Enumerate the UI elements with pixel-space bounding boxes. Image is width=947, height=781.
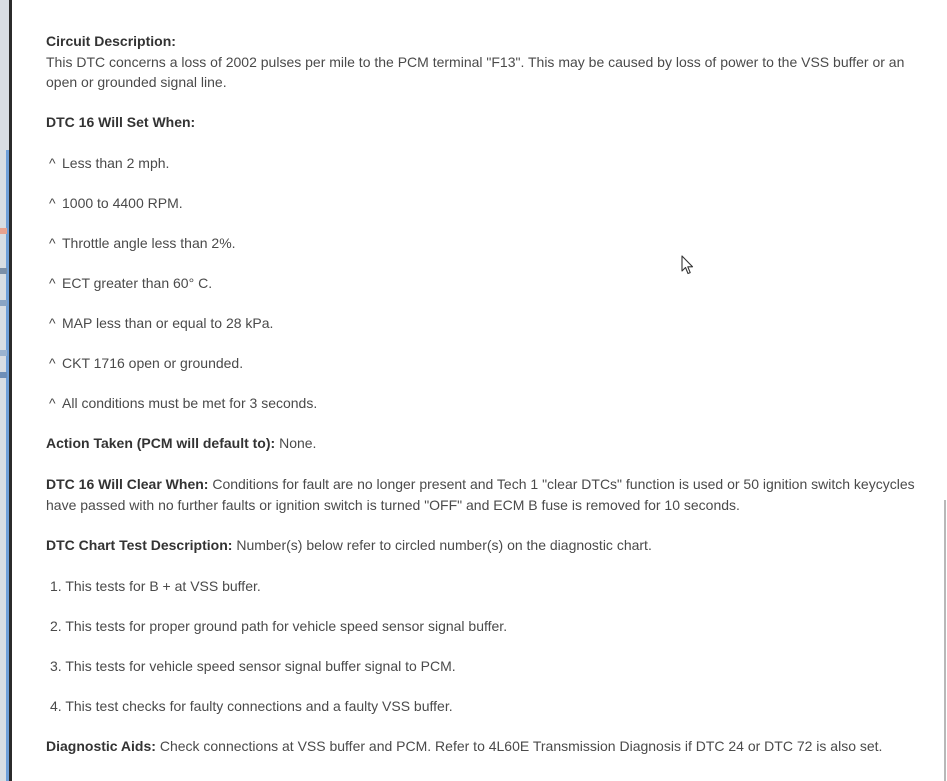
- will-set-heading-row: [46, 112, 926, 133]
- list-item: ^ CKT 1716 open or grounded.: [46, 353, 243, 373]
- will-set-heading: DTC 16 Will Set When:: [46, 114, 196, 130]
- caret-bullet-icon: ^: [49, 275, 56, 291]
- will-clear-heading: DTC 16 Will Clear When:: [46, 476, 209, 492]
- list-item: ^ MAP less than or equal to 28 kPa.: [46, 313, 273, 333]
- will-clear-section: [46, 474, 926, 515]
- caret-bullet-icon: ^: [49, 315, 56, 331]
- left-window-edge: [0, 0, 9, 781]
- list-item: 4. This test checks for faulty connections and a faulty VSS buffer.: [50, 698, 453, 714]
- list-item: ^ 1000 to 4400 RPM.: [46, 193, 183, 213]
- list-item: ^ All conditions must be met for 3 seconds.: [46, 393, 317, 413]
- window-border: [9, 0, 12, 781]
- list-item: 2. This tests for proper ground path for vehicle speed sensor signal buffer.: [50, 618, 508, 634]
- action-taken-heading: Action Taken (PCM will default to):: [46, 435, 276, 451]
- caret-bullet-icon: ^: [49, 235, 56, 251]
- caret-bullet-icon: ^: [49, 155, 56, 171]
- caret-bullet-icon: ^: [49, 195, 56, 211]
- circuit-description-heading: Circuit Description:: [46, 33, 176, 49]
- diagnostic-aids-heading: Diagnostic Aids:: [46, 738, 156, 754]
- circuit-description-text: This DTC concerns a loss of 2002 pulses per mile to the PCM terminal "F13". This may be caused by loss of power to the VSS buffer or an open or grounded signal line.: [46, 53, 905, 90]
- chart-test-section: [46, 535, 926, 556]
- list-item: 3. This tests for vehicle speed sensor signal buffer signal to PCM.: [50, 658, 456, 674]
- diagnostic-aids-text: Check connections at VSS buffer and PCM. Refer to 4L60E Transmission Diagnosis if DTC 24 or DTC 72 is also set.: [155, 738, 883, 754]
- list-item: ^ ECT greater than 60° C.: [46, 273, 212, 293]
- circuit-description-section: [46, 31, 926, 93]
- caret-bullet-icon: ^: [49, 395, 56, 411]
- list-item: ^ Less than 2 mph.: [46, 153, 169, 173]
- chart-test-text: Number(s) below refer to circled number(s) on the diagnostic chart.: [232, 537, 652, 553]
- mouse-pointer-icon: [681, 255, 695, 275]
- caret-bullet-icon: ^: [49, 355, 56, 371]
- chart-test-heading: DTC Chart Test Description:: [46, 537, 233, 553]
- list-item: 1. This tests for B + at VSS buffer.: [50, 578, 261, 594]
- action-taken-text: None.: [275, 435, 317, 451]
- will-clear-text: Conditions for fault are no longer present and Tech 1 "clear DTCs" function is used or 50 ignition switch keycycles have passed with no further faults or ignition switch is turned "OFF" and ECM B fuse is removed for 10 seconds.: [46, 476, 915, 513]
- scrollbar-track[interactable]: [944, 500, 946, 781]
- list-item: ^ Throttle angle less than 2%.: [46, 233, 236, 253]
- action-taken-section: [46, 433, 926, 454]
- diagnostic-aids-section: [46, 736, 926, 757]
